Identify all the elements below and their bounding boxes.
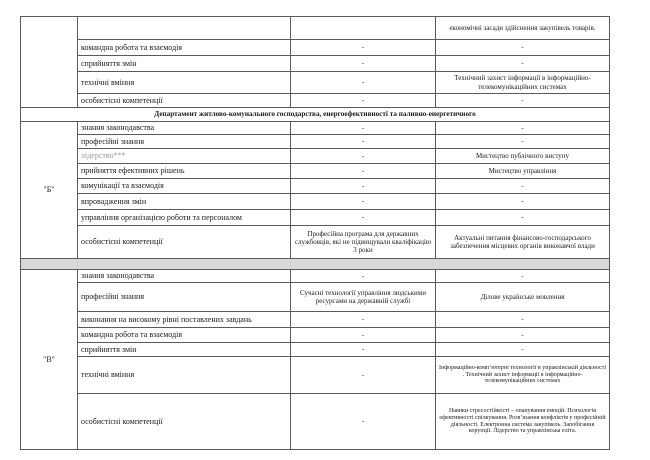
group-label-v: "В" bbox=[21, 270, 78, 450]
separator-cell bbox=[21, 259, 610, 270]
training-cell: - bbox=[291, 357, 436, 394]
competency-cell: особистісні компетенції bbox=[78, 94, 291, 108]
selfeducation-cell: - bbox=[436, 135, 610, 149]
table-row bbox=[21, 72, 610, 94]
competency-cell: професійні знання bbox=[78, 283, 291, 312]
group-cell-top bbox=[21, 17, 78, 108]
section-row bbox=[21, 108, 610, 122]
competency-cell: технічні вміння bbox=[78, 72, 291, 94]
training-cell: - bbox=[291, 122, 436, 135]
table-row bbox=[21, 56, 610, 72]
table-row bbox=[21, 328, 610, 343]
training-cell: - bbox=[291, 72, 436, 94]
competency-cell: прийняття ефективних рішень bbox=[78, 164, 291, 179]
competency-cell: професійні знання bbox=[78, 135, 291, 149]
table-row bbox=[21, 194, 610, 210]
table-row bbox=[21, 179, 610, 194]
table-row bbox=[21, 94, 610, 108]
competency-cell: знання законодавства bbox=[78, 122, 291, 135]
selfeducation-cell: - bbox=[436, 56, 610, 72]
selfeducation-cell: Актуальні питання фінансово-господарського забезпечення місцевих органів виконавчої влади bbox=[436, 226, 610, 259]
training-cell: - bbox=[291, 164, 436, 179]
table-row bbox=[21, 164, 610, 179]
competency-cell: особистісні компетенції bbox=[78, 226, 291, 259]
training-cell: - bbox=[291, 312, 436, 328]
training-cell: - bbox=[291, 210, 436, 226]
selfeducation-cell: - bbox=[436, 94, 610, 108]
training-cell: - bbox=[291, 328, 436, 343]
competency-cell: командна робота та взаємодія bbox=[78, 328, 291, 343]
selfeducation-cell: - bbox=[436, 122, 610, 135]
selfeducation-cell: Мистецтво публічного виступу bbox=[436, 149, 610, 164]
table-row bbox=[21, 357, 610, 394]
competency-cell bbox=[78, 17, 291, 40]
training-cell: - bbox=[291, 270, 436, 283]
competency-cell: впровадження змін bbox=[78, 194, 291, 210]
competency-cell: командна робота та взаємодія bbox=[78, 40, 291, 56]
table-row bbox=[21, 210, 610, 226]
competency-cell: комунікації та взаємодія bbox=[78, 179, 291, 194]
selfeducation-cell: Ділове українське мовлення bbox=[436, 283, 610, 312]
selfeducation-cell: Інформаційно-комп’ютерні технології в управлінській діяльності . Технічний захист інформації в інформаційно-телекомунікаційних системах bbox=[436, 357, 610, 394]
training-cell: Професійна програма для державних службовців, які не підвищували кваліфікацію 3 роки bbox=[291, 226, 436, 259]
selfeducation-cell: - bbox=[436, 40, 610, 56]
training-cell: - bbox=[291, 135, 436, 149]
competency-cell: особистісні компетенції bbox=[78, 394, 291, 450]
table-row bbox=[21, 394, 610, 450]
training-cell: - bbox=[291, 40, 436, 56]
training-cell bbox=[291, 17, 436, 40]
selfeducation-cell: - bbox=[436, 194, 610, 210]
selfeducation-cell: - bbox=[436, 179, 610, 194]
group-label-b: "Б" bbox=[21, 122, 78, 259]
table-row bbox=[21, 135, 610, 149]
table-row bbox=[21, 149, 610, 164]
competency-cell: лідерство*** bbox=[78, 149, 291, 164]
table-row bbox=[21, 270, 610, 283]
selfeducation-cell: Навики стресостійкості – опанування емоцій. Психологія ефективності спілкування. Розв’язання конфліктів у професійній діяльності. Електронна система закупівель. Запобігання корупції. Лідерство та управлінська еліта. bbox=[436, 394, 610, 450]
selfeducation-cell: - bbox=[436, 270, 610, 283]
competency-cell: сприйняття змін bbox=[78, 343, 291, 357]
table-row bbox=[21, 283, 610, 312]
competency-cell: знання законодавства bbox=[78, 270, 291, 283]
continuation-note: економічні засади здійснення закупівель товарів. bbox=[436, 17, 610, 40]
training-cell: - bbox=[291, 149, 436, 164]
competency-cell: сприйняття змін bbox=[78, 56, 291, 72]
competency-cell: виконання на високому рівні поставлених завдань bbox=[78, 312, 291, 328]
table-row bbox=[21, 40, 610, 56]
training-cell: - bbox=[291, 343, 436, 357]
table-row bbox=[21, 226, 610, 259]
training-cell: - bbox=[291, 179, 436, 194]
training-cell: Сучасні технології управління людськими ресурсами на державній службі bbox=[291, 283, 436, 312]
selfeducation-cell: Технічний захист інформації в інформаційно-телекомунікаційних системах bbox=[436, 72, 610, 94]
selfeducation-cell: - bbox=[436, 343, 610, 357]
selfeducation-cell: - bbox=[436, 328, 610, 343]
competency-training-table bbox=[20, 16, 610, 450]
selfeducation-cell: - bbox=[436, 210, 610, 226]
selfeducation-cell: Мистецтво управління bbox=[436, 164, 610, 179]
table-row bbox=[21, 17, 610, 40]
training-cell: - bbox=[291, 56, 436, 72]
table-row bbox=[21, 122, 610, 135]
table-row bbox=[21, 343, 610, 357]
training-cell: - bbox=[291, 94, 436, 108]
training-cell: - bbox=[291, 194, 436, 210]
selfeducation-cell: - bbox=[436, 312, 610, 328]
department-title: Департамент житлово-комунального господарства, енергоефективності та паливно-енергетичного bbox=[21, 108, 610, 122]
competency-cell: технічні вміння bbox=[78, 357, 291, 394]
table-row bbox=[21, 312, 610, 328]
competency-cell: управління організацією роботи та персоналом bbox=[78, 210, 291, 226]
separator-row bbox=[21, 259, 610, 270]
training-cell: - bbox=[291, 394, 436, 450]
